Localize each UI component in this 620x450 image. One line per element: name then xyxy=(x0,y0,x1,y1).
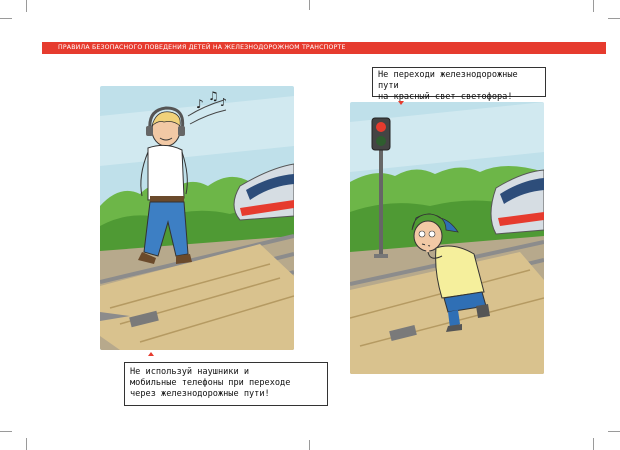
crop-mark xyxy=(593,438,594,450)
illustration-red-signal-panel xyxy=(350,102,544,374)
caption-pointer-icon xyxy=(148,352,154,356)
svg-text:♫: ♫ xyxy=(208,89,219,103)
caption-red-signal-warning: Не переходи железнодорожные пути на красный свет светофора! xyxy=(372,67,546,97)
caption-headphones-warning: Не используй наушники и мобильные телефоны при переходе через железнодорожные пути! xyxy=(124,362,328,406)
crop-mark xyxy=(0,431,12,432)
svg-text:♪: ♪ xyxy=(196,97,204,111)
crop-mark xyxy=(309,0,310,10)
crop-mark xyxy=(608,18,620,19)
crop-mark xyxy=(26,0,27,12)
boy-sneaking-illustration xyxy=(350,102,544,374)
caption-pointer-icon xyxy=(398,101,404,105)
illustration-headphones-panel xyxy=(100,86,294,350)
crop-mark xyxy=(309,440,310,450)
crop-mark xyxy=(608,431,620,432)
header-title: ПРАВИЛА БЕЗОПАСНОГО ПОВЕДЕНИЯ ДЕТЕЙ НА ЖЕЛЕЗНОДОРОЖНОМ ТРАНСПОРТЕ xyxy=(58,44,346,51)
crop-mark xyxy=(0,18,12,19)
svg-text:♪: ♪ xyxy=(220,96,228,109)
crop-mark xyxy=(26,438,27,450)
teen-with-headphones-illustration xyxy=(100,86,294,350)
crop-mark xyxy=(593,0,594,12)
